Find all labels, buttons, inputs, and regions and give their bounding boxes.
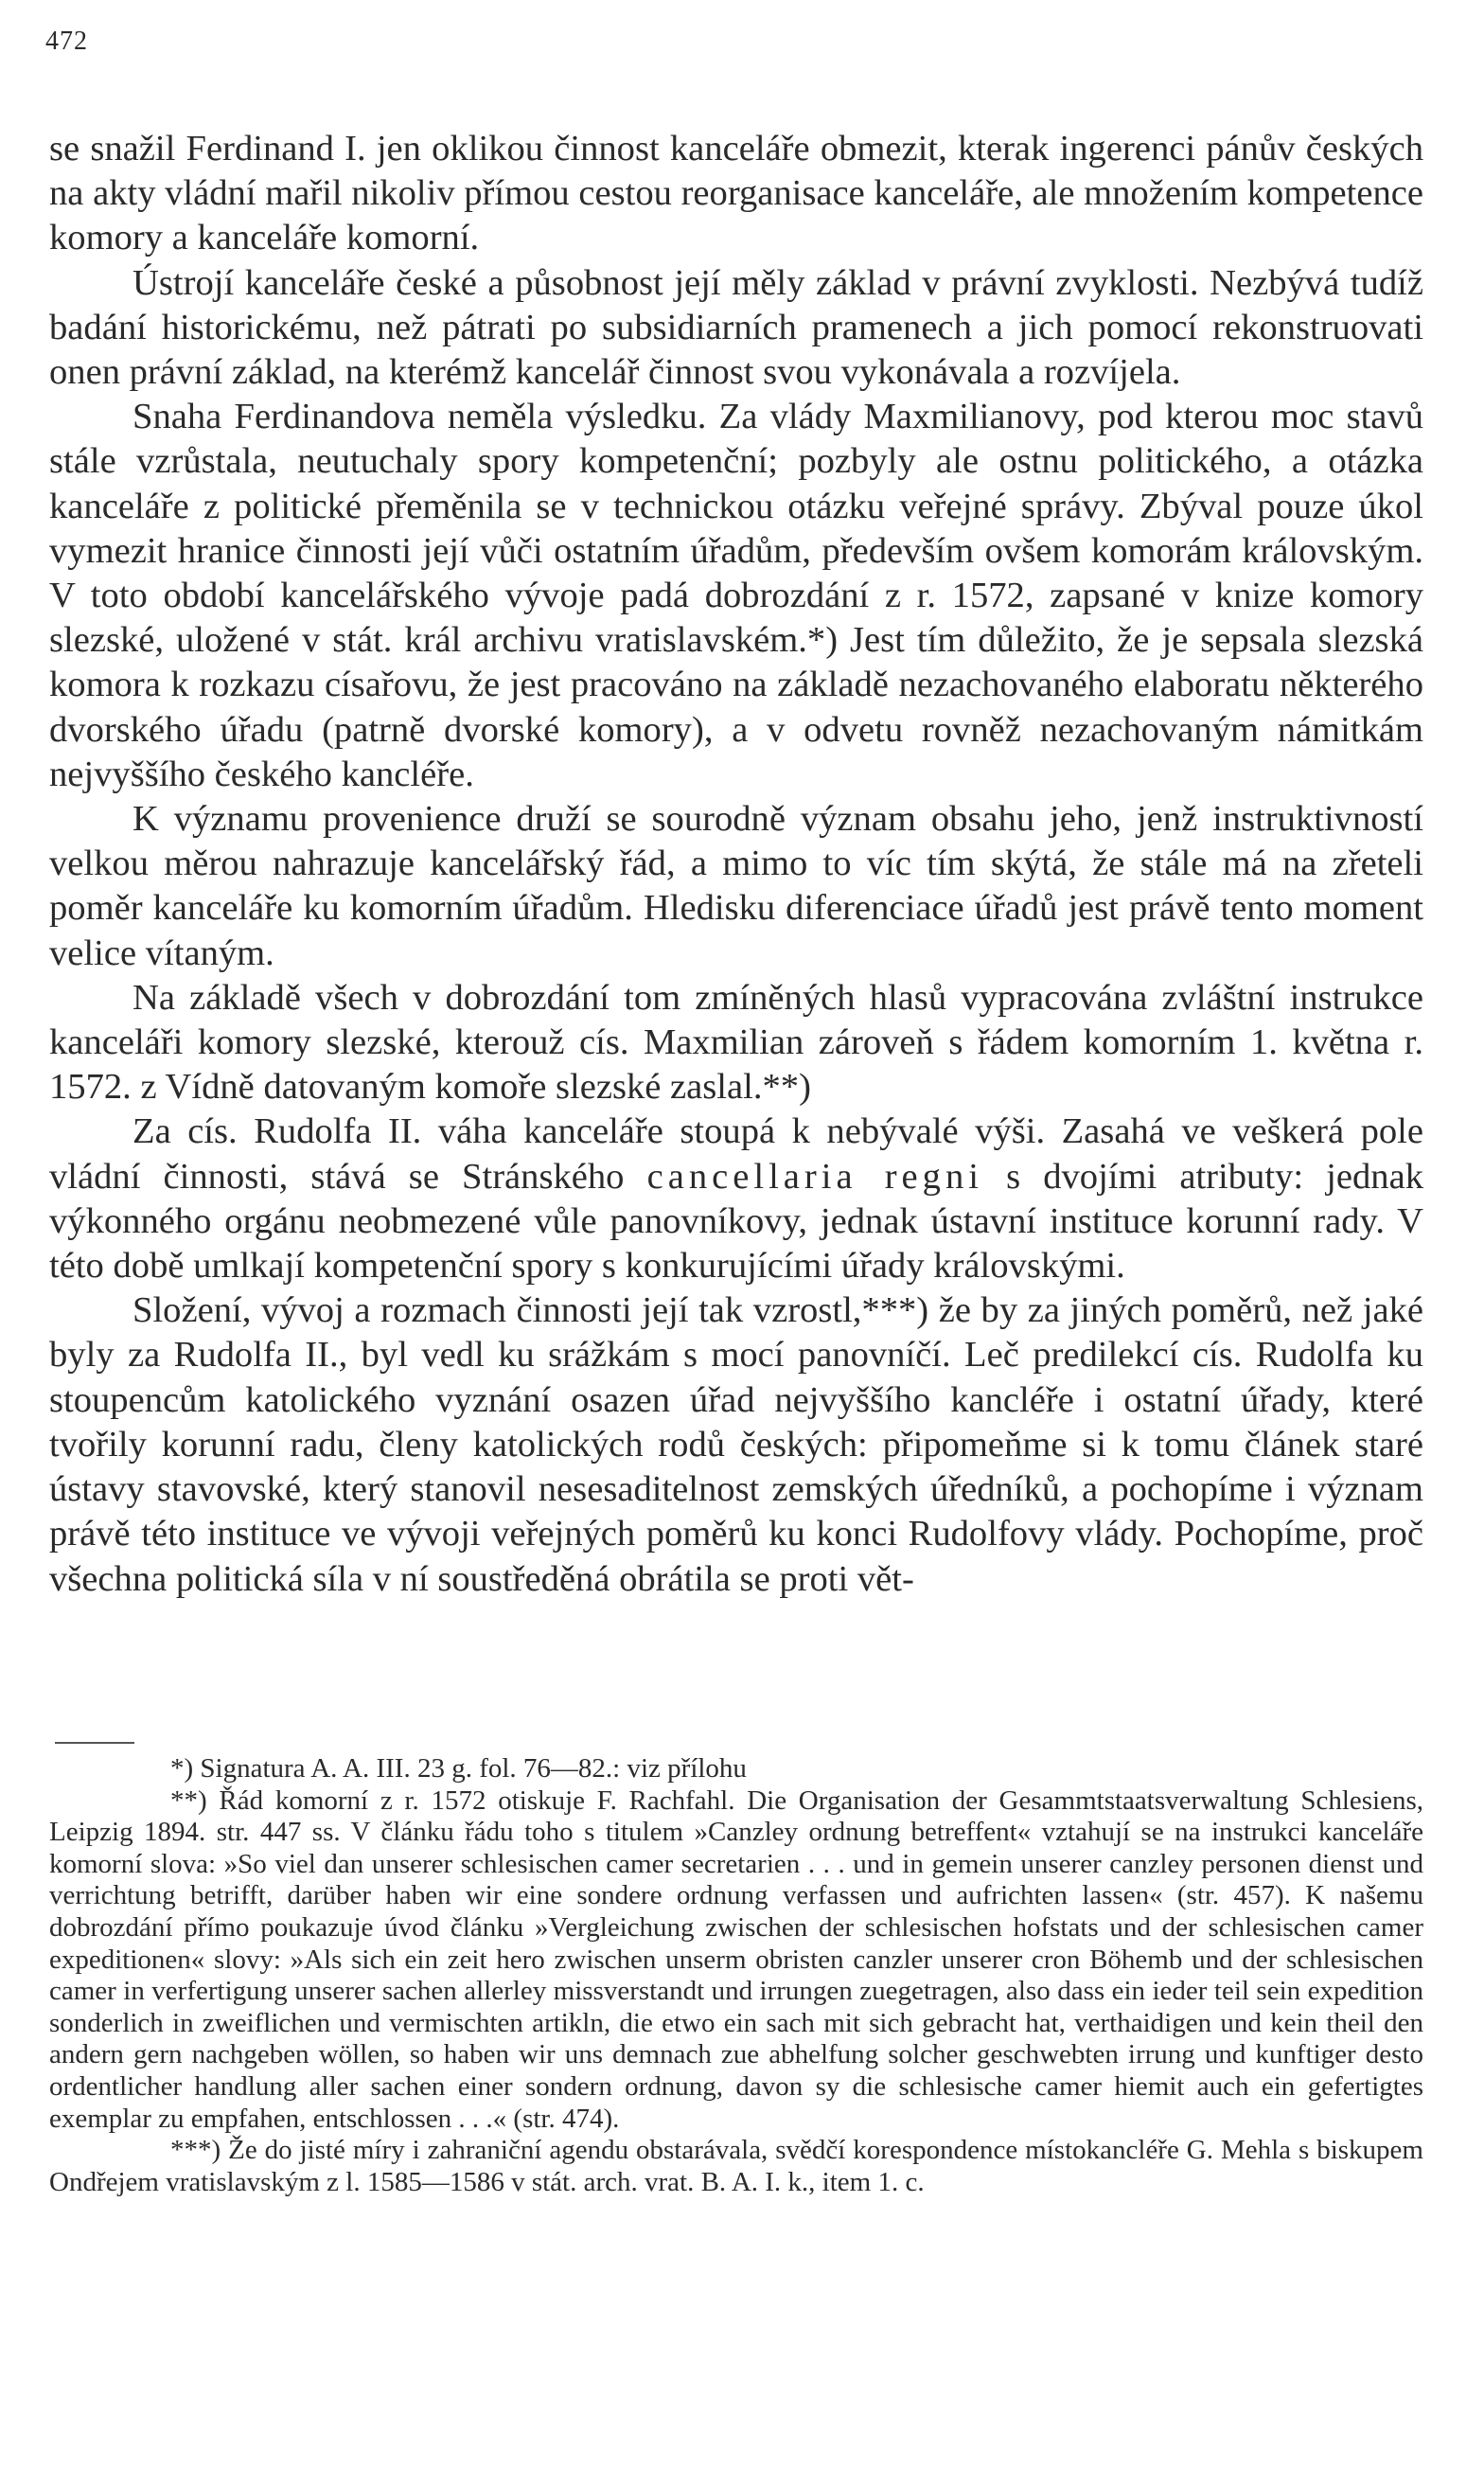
paragraph: K významu provenience druží se sourodně význam obsahu jeho, jenž instruktivností velkou měrou nahrazuje kancelářský řád, a mimo to víc tím skýtá, že stále má na zřeteli poměr kanceláře ku komorním úřadům. Hledisku diferenciace úřadů jest právě tento moment velice vítaným. <box>49 799 1423 973</box>
paragraph: Na základě všech v dobrozdání tom zmíněných hlasů vypracována zvláštní instrukce kanceláři komory slezské, kterouž cís. Maxmilian zároveň s řádem komorním 1. května r. 1572. z Vídně datovaným komoře slezské zaslal.**) <box>49 977 1423 1108</box>
paragraph: se snažil Ferdinand I. jen oklikou činnost kanceláře obmezit, kterak ingerenci pánův českých na akty vládní mařil nikoliv přímou cestou reorganisace kanceláře, ale množením kompetence komory a kanceláře komorní. <box>49 129 1423 258</box>
paragraph: Ústrojí kanceláře české a působnost její měly základ v právní zvyklosti. Nezbývá tudíž badání historickému, než pátrati po subsidiarních pramenech a jich pomocí rekonstruovati onen právní základ, na kterémž kancelář činnost svou vykonávala a rozvíjela. <box>49 262 1423 393</box>
footnote-divider <box>55 1742 134 1744</box>
footnote: **) Řád komorní z r. 1572 otiskuje F. Rachfahl. Die Organisation der Gesammtstaatsverwaltung Schlesiens, Leipzig 1894. str. 447 ss. V článku řádu toho s titulem »Canzley ordnung betreffent« vztahují se na instrukci kanceláře komorní slova: »So viel dan unserer schlesischen camer secretarien . . . und in gemein unserer canzley personen dienst und verrichtung betrifft, darüber haben wir eine sondere ordnung verfassen und aufrichten lassen« (str. 457). K našemu dobrozdání přímo poukazuje úvod článku »Vergleichung zwischen der schlesischen hofstats und der schlesischen camer expeditionen« slovy: »Als sich ein zeit hero zwischen unserm obristen canzler unserer cron Böhemb und der schlesischen camer in verfertigung unserer sachen allerley missverstandt und irrungen zuegetragen, also dass ein ieder teil sein expedition sonderlich in zweiflichen und vermischten artikln, die etwo ein sach mit sich gebracht hat, verthaidigen und kein theil den andern gern nachgeben wöllen, so haben wir uns demnach zue abhelfung solcher geschwebten irrung und kunftiger desto ordentlicher handlung aller sachen einer sondern ordnung, davon sy die schlesische camer hiemit auch ein gefertigtes exemplar zu empfahen, entschlossen . . .« (str. 474). <box>49 1785 1423 2134</box>
footnote: ***) Že do jisté míry i zahraniční agendu obstarávala, svědčí korespondence místokancléře G. Mehla s biskupem Ondřejem vratislavským z l. 1585—1586 v stát. arch. vrat. B. A. I. k., item 1. c. <box>49 2135 1423 2197</box>
paragraph-text: s dvojími atributy: jednak výkonného orgánu neobmezené vůle panovníkovy, jednak ústavní instituce korunní rady. V této době umlkají kompetenční spory s konkurujícími úřady královskými. <box>49 1156 1423 1287</box>
emphasized-text: cancellaria regni <box>646 1156 983 1197</box>
paragraph: Snaha Ferdinandova neměla výsledku. Za vlády Maxmilianovy, pod kterou moc stavů stále vzrůstala, neutuchaly spory kompetenční; pozbyly ale ostnu politického, a otázka kanceláře z politické přeměnila se v technickou otázku veřejné správy. Zbýval pouze úkol vymezit hranice činnosti její vůči ostatním úřadům, především ovšem komorám královským. V toto období kancelářského vývoje padá dobrozdání z r. 1572, zapsané v knize komory slezské, uložené v stát. král archivu vratislavském.*) Jest tím důležito, že je sepsala slezská komora k rozkazu císařovu, že jest pracováno na základě nezachovaného elaboratu některého dvorského úřadu (patrně dvorské komory), a v odvetu rovněž nezachovaným námitkám nejvyššího českého kancléře. <box>49 397 1423 794</box>
main-text <box>49 127 1423 1602</box>
footnotes <box>49 1753 1423 2198</box>
paragraph <box>49 1110 1423 1288</box>
footnote: *) Signatura A. A. III. 23 g. fol. 76—82.: viz přílohu <box>170 1753 747 1784</box>
paragraph-text: Za cís. Rudolfa II. váha kanceláře stoupá k nebývalé výši. Zasahá ve veškerá pole vládní činnosti, stává se Stránského <box>49 1111 1423 1197</box>
paragraph: Složení, vývoj a rozmach činnosti její tak vzrostl,***) že by za jiných poměrů, než jaké byly za Rudolfa II., byl vedl ku srážkám s mocí panovníčí. Leč predilekcí cís. Rudolfa ku stoupencům katolického vyznání osazen úřad nejvyššího kancléře i ostatní úřady, které tvořily korunní radu, členy katolických rodů českých: připomeňme si k tomu článek staré ústavy stavovské, který stanovil nesesaditelnost zemských úředníků, a pochopíme i význam právě této instituce ve vývoji veřejných poměrů ku konci Rudolfovy vlády. Pochopíme, proč všechna politická síla v ní soustředěná obrátila se proti vět- <box>49 1290 1423 1599</box>
page-number: 472 <box>45 27 88 56</box>
